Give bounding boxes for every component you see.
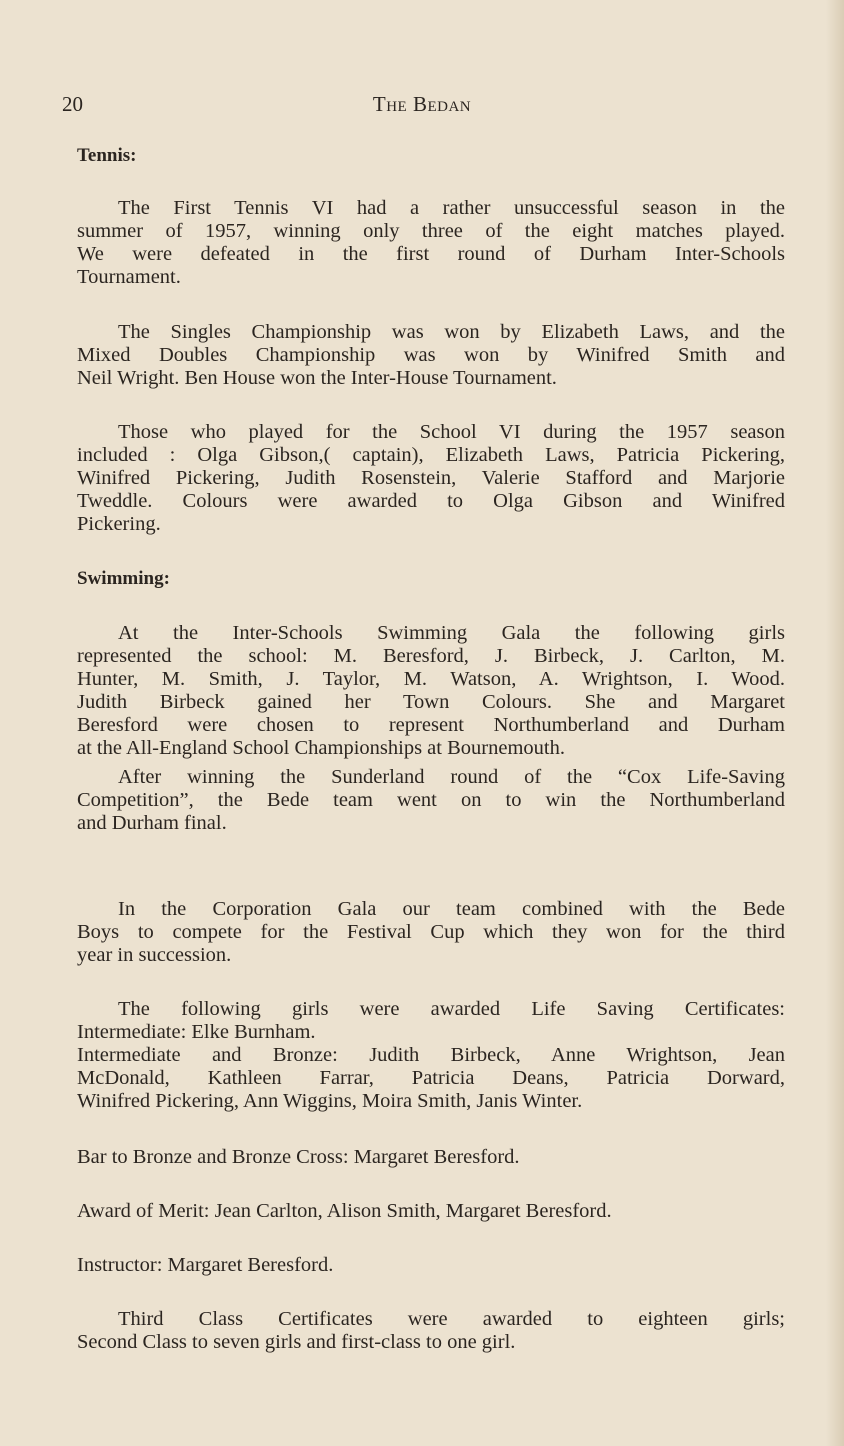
text-line: In the Corporation Gala our team combined with the Bede [118,898,785,920]
text-line: Intermediate and Bronze: Judith Birbeck, Anne Wrightson, Jean [77,1044,785,1066]
text-line: The Singles Championship was won by Elizabeth Laws, and the [118,321,785,343]
text-line: Bar to Bronze and Bronze Cross: Margaret Beresford. [77,1146,520,1168]
text-line: Judith Birbeck gained her Town Colours. She and Margaret [77,691,785,713]
text-line: Neil Wright. Ben House won the Inter-House Tournament. [77,367,557,389]
text-line: and Durham final. [77,812,227,834]
text-line: After winning the Sunderland round of the “Cox Life-Saving [118,766,785,788]
text-line: Those who played for the School VI during the 1957 season [118,421,785,443]
text-line: Third Class Certificates were awarded to eighteen girls; [118,1308,785,1330]
text-line: summer of 1957, winning only three of the eight matches played. [77,220,785,242]
text-line: At the Inter-Schools Swimming Gala the following girls [118,622,785,644]
page-number: 20 [62,92,83,116]
paragraph [77,622,785,760]
text-line: Winifred Pickering, Judith Rosenstein, Valerie Stafford and Marjorie [77,467,785,489]
text-line: Intermediate: Elke Burnham. [77,1021,316,1043]
text-line: included : Olga Gibson,( captain), Elizabeth Laws, Patricia Pickering, [77,444,785,466]
text-line: Competition”, the Bede team went on to win the Northumberland [77,789,785,811]
text-line: The following girls were awarded Life Saving Certificates: [118,998,785,1020]
text-line: Instructor: Margaret Beresford. [77,1254,334,1276]
tennis-heading: Tennis: [77,145,137,166]
text-line: Pickering. [77,513,161,535]
paragraph [77,197,785,289]
paragraph [77,766,785,835]
paragraph [77,1146,785,1169]
paragraph [77,321,785,390]
text-line: Boys to compete for the Festival Cup which they won for the third [77,921,785,943]
text-line: The First Tennis VI had a rather unsuccessful season in the [118,197,785,219]
paragraph [77,421,785,536]
text-line: Beresford were chosen to represent Northumberland and Durham [77,714,785,736]
swimming-heading: Swimming: [77,568,170,589]
paragraph [77,1200,785,1223]
page-edge-shadow [826,0,844,1446]
paragraph [77,998,785,1113]
text-line: Mixed Doubles Championship was won by Winifred Smith and [77,344,785,366]
text-line: represented the school: M. Beresford, J. Birbeck, J. Carlton, M. [77,645,785,667]
text-line: Hunter, M. Smith, J. Taylor, M. Watson, A. Wrightson, I. Wood. [77,668,785,690]
text-line: Award of Merit: Jean Carlton, Alison Smith, Margaret Beresford. [77,1200,612,1222]
paragraph [77,1254,785,1277]
text-line: McDonald, Kathleen Farrar, Patricia Deans, Patricia Dorward, [77,1067,785,1089]
paragraph [77,898,785,967]
text-line: Winifred Pickering, Ann Wiggins, Moira Smith, Janis Winter. [77,1090,583,1112]
running-title: The Bedan [372,92,472,116]
paragraph [77,1308,785,1354]
text-line: year in succession. [77,944,232,966]
text-line: at the All-England School Championships at Bournemouth. [77,737,565,759]
text-line: Tournament. [77,266,181,288]
text-line: Second Class to seven girls and first-class to one girl. [77,1331,516,1353]
text-line: Tweddle. Colours were awarded to Olga Gibson and Winifred [77,490,785,512]
text-line: We were defeated in the first round of Durham Inter-Schools [77,243,785,265]
